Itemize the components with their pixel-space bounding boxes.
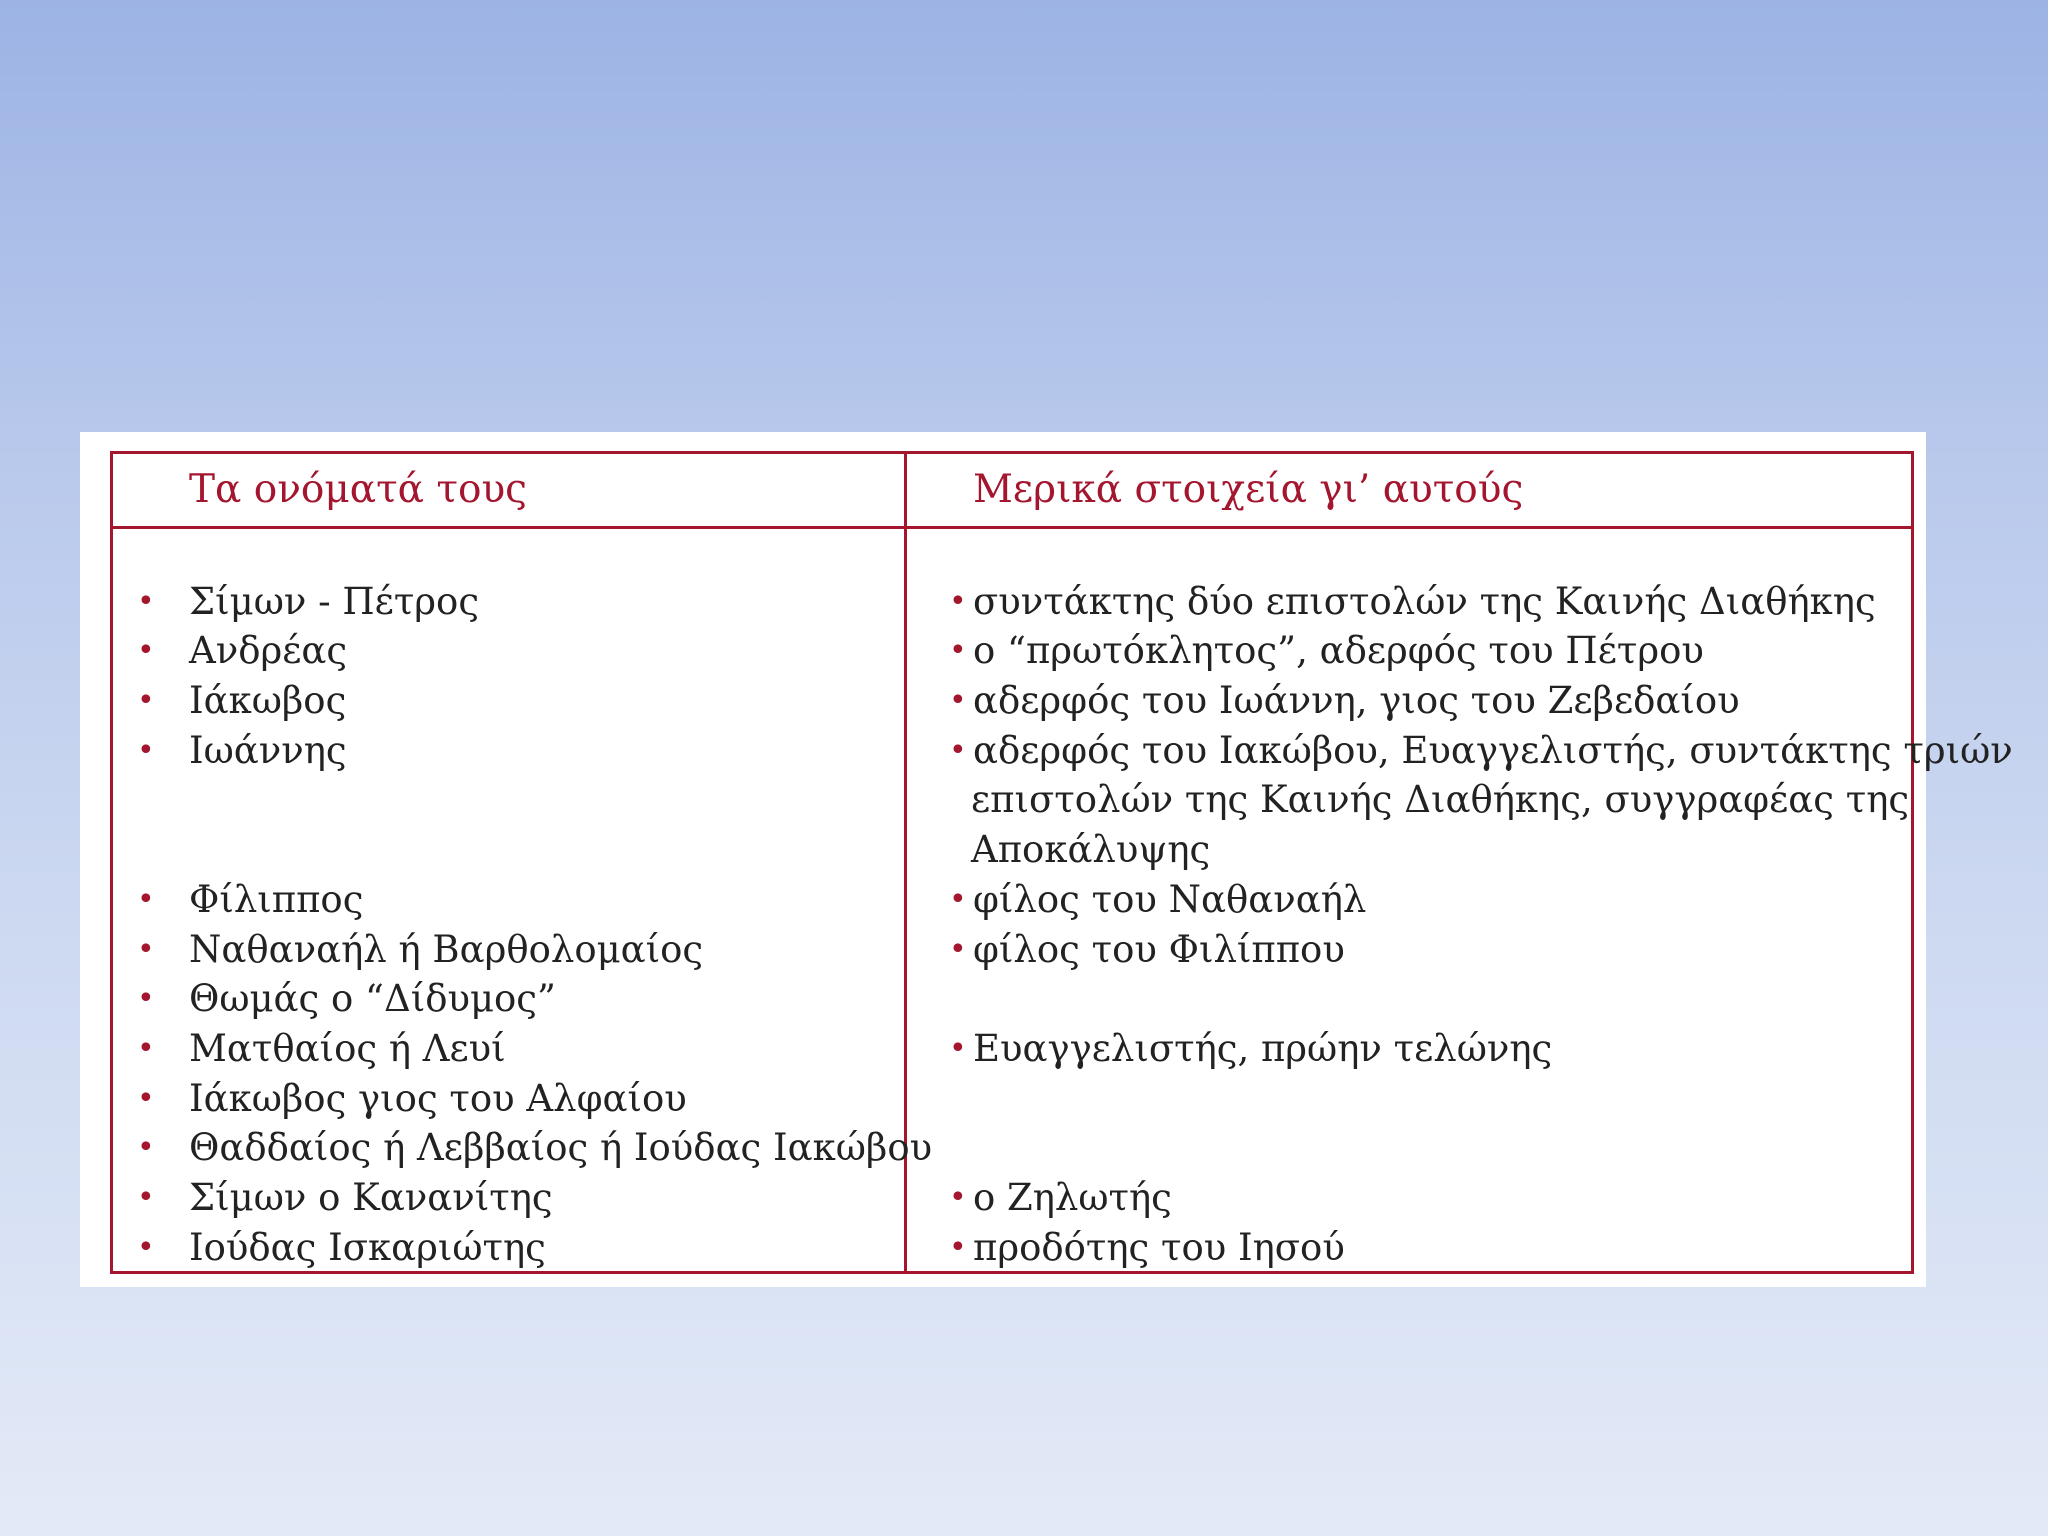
slide-content-panel: [80, 432, 2013, 1287]
name-text: Ιάκωβος γιος του Αλφαίου: [189, 1077, 687, 1120]
bullet-icon: •: [949, 1180, 967, 1215]
detail-text: φίλος του Ναθαναήλ: [973, 878, 1367, 921]
name-text: Σίμων - Πέτρος: [189, 580, 480, 623]
header-details: Μερικά στοιχεία γι’ αυτούς: [973, 467, 1524, 512]
name-text: Ματθαίος ή Λευί: [189, 1027, 506, 1070]
bullet-icon: •: [137, 1130, 155, 1165]
detail-text: αδερφός του Ιακώβου, Ευαγγελιστής, συντάκτης τριών: [973, 729, 2013, 772]
bullet-icon: •: [137, 1180, 155, 1215]
detail-text: συντάκτης δύο επιστολών της Καινής Διαθήκης: [973, 580, 1876, 623]
name-text: Θαδδαίος ή Λεββαίος ή Ιούδας Ιακώβου: [189, 1126, 933, 1169]
bullet-icon: •: [949, 733, 967, 768]
detail-text: Ευαγγελιστής, πρώην τελώνης: [973, 1027, 1553, 1070]
header-divider: [113, 526, 1911, 529]
bullet-icon: •: [137, 733, 155, 768]
detail-text: προδότης του Ιησού: [973, 1226, 1345, 1269]
detail-text: φίλος του Φιλίππου: [973, 928, 1345, 971]
name-text: Ιάκωβος: [189, 679, 347, 722]
detail-text: επιστολών της Καινής Διαθήκης, συγγραφέας της: [971, 778, 1910, 821]
name-text: Θωμάς ο “Δίδυμος”: [189, 977, 556, 1020]
bullet-icon: •: [949, 932, 967, 967]
bullet-icon: •: [949, 1230, 967, 1265]
bullet-icon: •: [137, 1081, 155, 1116]
bullet-icon: •: [137, 932, 155, 967]
bullet-icon: •: [949, 1031, 967, 1066]
detail-text: ο “πρωτόκλητος”, αδερφός του Πέτρου: [973, 629, 1704, 672]
detail-text: αδερφός του Ιωάννη, γιος του Ζεβεδαίου: [973, 679, 1740, 722]
bullet-icon: •: [949, 584, 967, 619]
apostles-table: [110, 451, 2013, 1274]
header-names: Τα ονόματά τους: [189, 467, 528, 512]
bullet-icon: •: [949, 633, 967, 668]
detail-text: ο Ζηλωτής: [973, 1176, 1172, 1219]
bullet-icon: •: [949, 882, 967, 917]
name-text: Ιούδας Ισκαριώτης: [189, 1226, 546, 1269]
bullet-icon: •: [137, 882, 155, 917]
name-text: Ναθαναήλ ή Βαρθολομαίος: [189, 928, 704, 971]
bullet-icon: •: [137, 633, 155, 668]
name-text: Ιωάννης: [189, 729, 347, 772]
bullet-icon: •: [137, 683, 155, 718]
bullet-icon: •: [137, 1031, 155, 1066]
detail-text: Αποκάλυψης: [971, 828, 1211, 871]
name-text: Σίμων ο Κανανίτης: [189, 1176, 553, 1219]
bullet-icon: •: [137, 584, 155, 619]
bullet-icon: •: [137, 981, 155, 1016]
name-text: Ανδρέας: [189, 629, 348, 672]
bullet-icon: •: [137, 1230, 155, 1265]
name-text: Φίλιππος: [189, 878, 364, 921]
bullet-icon: •: [949, 683, 967, 718]
